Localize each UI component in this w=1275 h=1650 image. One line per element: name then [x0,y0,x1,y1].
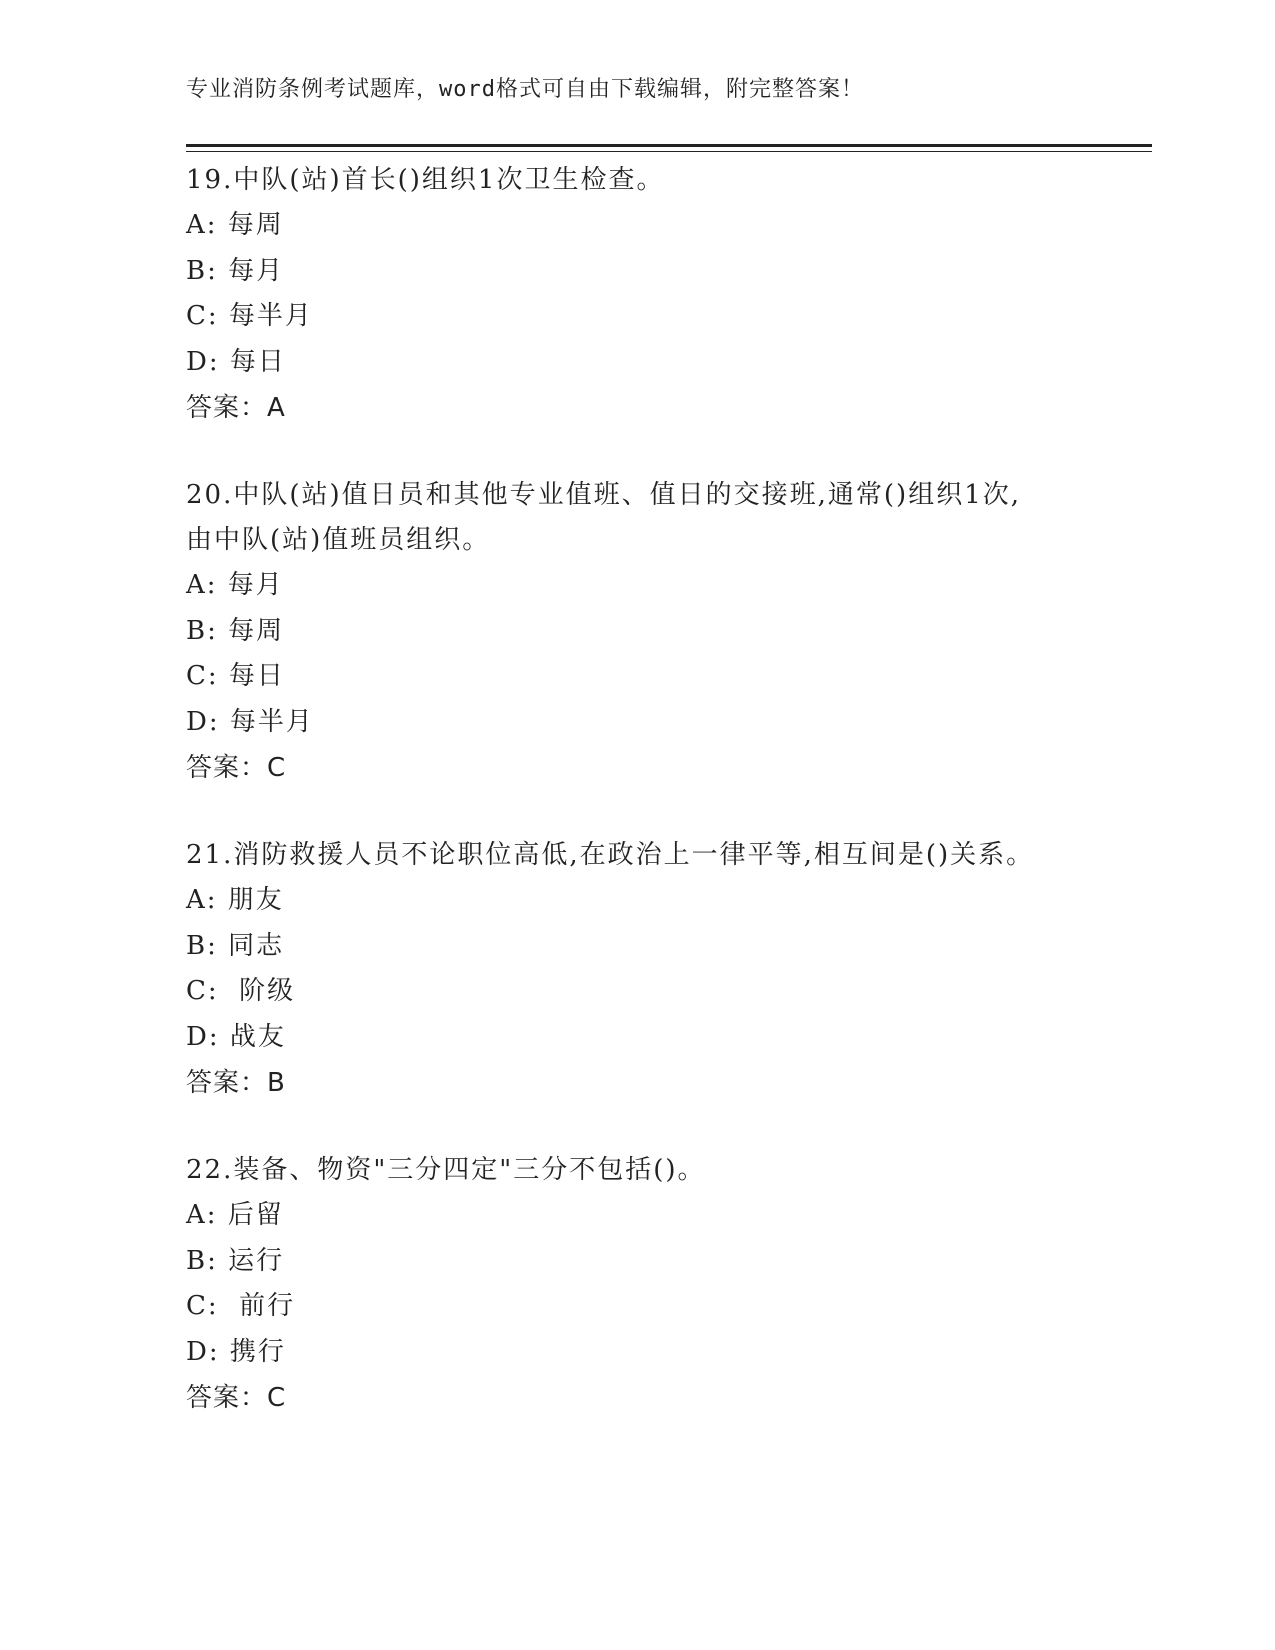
answer-label: 答案：B [186,1068,286,1098]
answer-label: 答案：C [186,753,287,783]
option-c: C: 每半月 [186,301,313,331]
question-22 [186,1148,1146,1421]
question-19 [186,158,1146,431]
question-stem: 22.装备、物资"三分四定"三分不包括()。 [186,1155,706,1185]
option-b: B: 每周 [186,615,285,646]
option-a: A: 每周 [186,210,284,240]
question-list [186,158,1146,1463]
option-d: D: 战友 [186,1021,286,1052]
option-c: C: 每日 [186,661,285,691]
option-a: A: 每月 [186,570,284,600]
header-rule-thin [186,151,1152,152]
question-stem: 21.消防救援人员不论职位高低,在政治上一律平等,相互间是()关系。 [186,840,1035,870]
option-a: A: 后留 [186,1200,284,1230]
option-c: C: 阶级 [186,976,296,1006]
question-stem: 19.中队(站)首长()组织1次卫生检查。 [186,165,665,195]
answer-label: 答案：C [186,1383,287,1413]
answer-label: 答案：A [186,393,286,423]
question-21 [186,833,1146,1106]
page-header: 专业消防条例考试题库，word格式可自由下载编辑，附完整答案！ [186,77,864,102]
option-d: D: 每日 [186,346,286,377]
option-c: C: 前行 [186,1291,296,1321]
question-stem: 20.中队(站)值日员和其他专业值班、值日的交接班,通常()组织1次, [186,480,1021,510]
header-rule-thick [186,144,1152,147]
option-a: A: 朋友 [186,885,284,915]
question-stem-continued: 由中队(站)值班员组织。 [186,525,491,555]
option-d: D: 每半月 [186,706,314,737]
option-b: B: 运行 [186,1245,285,1276]
option-d: D: 携行 [186,1336,286,1367]
question-20 [186,473,1146,791]
option-b: B: 每月 [186,255,285,286]
option-b: B: 同志 [186,930,285,961]
